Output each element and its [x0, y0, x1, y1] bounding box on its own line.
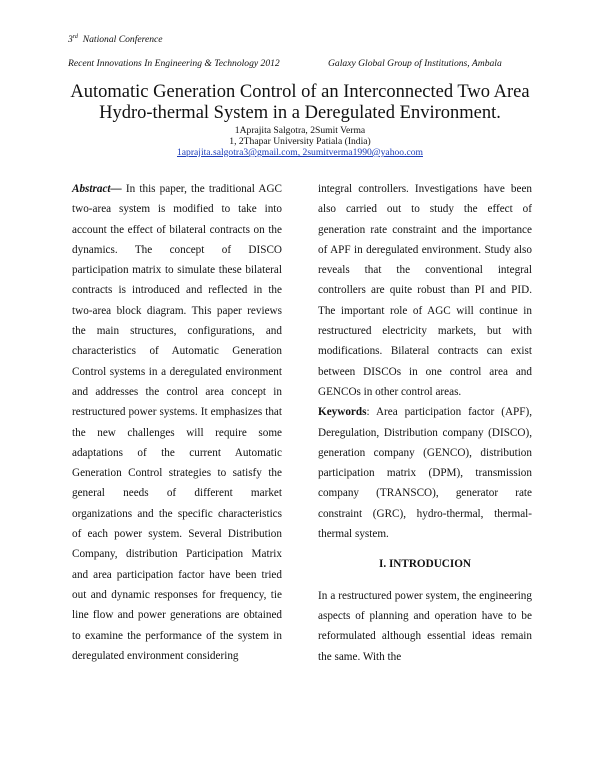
author-block [0, 125, 600, 158]
abstract-label: Abstract— [72, 183, 122, 195]
keywords-text: : Area participation factor (APF), Deregulation, Distribution company (DISCO), generation company (GENCO), distribution participation matrix (DPM), transmission company (TRANSCO), generator rate constraint (GRC), hydro-thermal, thermal-thermal system. [318, 406, 532, 541]
right-column [318, 179, 532, 667]
conference-name: National Conference [82, 34, 163, 46]
abstract-continuation: integral controllers. Investigations have been also carried out to study the effect of generation rate constraint and the importance of APF in deregulated environment. Study also reveals that the conventional integral controllers are quite robust than PI and PID. The important role of AGC will continue in restructured electricity markets, but with modifications. Bilateral contracts can exist between DISCOs in one control area and GENCOs in other control areas. [318, 183, 532, 398]
conference-ordinal: 3 [68, 34, 73, 46]
abstract-text: In this paper, the traditional AGC two-area system is modified to take into account the effect of bilateral contracts on the dynamics. The concept of DISCO participation matrix to simulate these bilateral contracts is introduced and reflected in the two-area block diagram. This paper reviews the main structures, configurations, and characteristics of Automatic Generation Control systems in a deregulated environment and addresses the control area concept in restructured power systems. It emphasizes that the new challenges will require some adaptations of the current Automatic Generation Control strategies to satisfy the general needs of different market organizations and the specific characteristics of each power system. Several Distribution Company, distribution Participation Matrix and area participation factor have been tried out and dynamic responses for frequency, tie line flow and power generations are obtained to examine the performance of the system in deregulated environment considering [72, 183, 282, 662]
paper-title-line-2: Hydro-thermal System in a Deregulated Environment. [99, 103, 501, 123]
conference-host: Galaxy Global Group of Institutions, Ambala [328, 58, 502, 69]
keywords-label: Keywords [318, 406, 367, 419]
conference-edition [68, 34, 163, 45]
conference-ordinal-suffix: rd [72, 34, 78, 40]
paper-title [40, 82, 560, 124]
keywords-paragraph [318, 402, 532, 544]
introduction-paragraph: In a restructured power system, the engineering aspects of planning and operation have to be reformulated although essential ideas remain the same. With the [318, 589, 532, 663]
left-column [72, 179, 282, 666]
introduction-heading: I. INTRODUCION [379, 558, 471, 571]
author-emails[interactable]: 1aprajita.salgotra3@gmail.com, 2sumitverma1990@yahoo.com [177, 147, 423, 158]
abstract-paragraph [72, 179, 282, 666]
conference-subtitle: Recent Innovations In Engineering & Technology 2012 [68, 58, 280, 69]
paper-title-line-1: Automatic Generation Control of an Interconnected Two Area [70, 82, 530, 102]
author-affiliation: 1, 2Thapar University Patiala (India) [229, 136, 371, 147]
author-names: 1Aprajita Salgotra, 2Sumit Verma [234, 125, 366, 136]
